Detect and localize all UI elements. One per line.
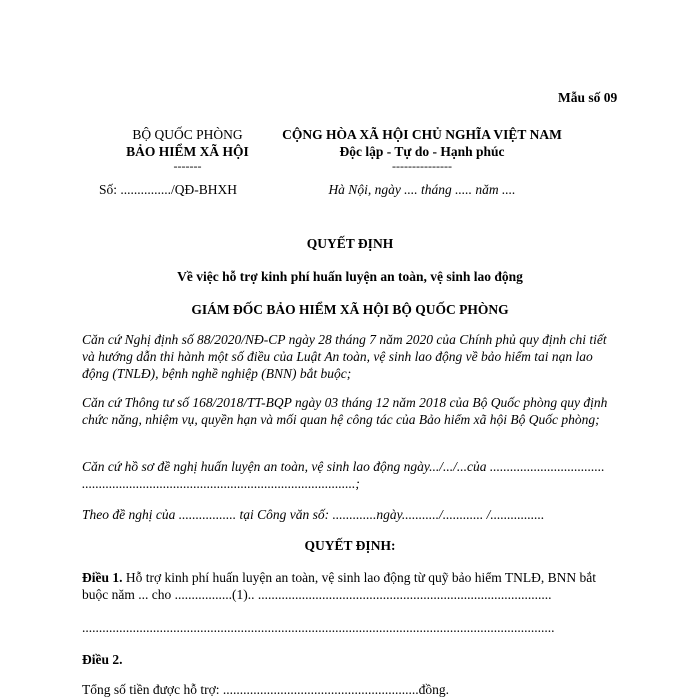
issuing-authority: GIÁM ĐỐC BẢO HIỂM XÃ HỘI BỘ QUỐC PHÒNG [191, 302, 509, 317]
legal-basis-circular: Căn cứ Thông tư số 168/2018/TT-BQP ngày 03 tháng 12 năm 2018 của Bộ Quốc phòng quy định chức năng, nhiệm vụ, quyền hạn và mối quan hệ công tác của Bảo hiểm xã hội Bộ Quốc phòng; [82, 395, 608, 427]
agency-name: BẢO HIỂM XÃ HỘI [126, 144, 249, 159]
legal-basis-decree: Căn cứ Nghị định số 88/2020/NĐ-CP ngày 28 tháng 7 năm 2020 của Chính phủ quy định chi tiết và hướng dẫn thi hành một số điều của Luật An toàn, vệ sinh lao động về bảo hiểm tai nạn lao động (TNLĐ), bệnh nghề nghiệp (BNN) bắt buộc; [82, 332, 607, 381]
ministry-name: BỘ QUỐC PHÒNG [132, 127, 243, 142]
proposal-basis: Theo đề nghị của ................. tại Công văn số: .............ngày.........../............ /................ [82, 507, 545, 522]
country-name: CỘNG HÒA XÃ HỘI CHỦ NGHĨA VIỆT NAM [282, 127, 562, 142]
article-1 [82, 569, 618, 603]
article-1-text: Hỗ trợ kinh phí huấn luyện an toàn, vệ sinh lao động từ quỹ bảo hiểm TNLĐ, BNN bắt buộc năm ... cho .................(1).. ....................................................................................... [82, 570, 597, 602]
document-subject: Về việc hỗ trợ kinh phí huấn luyện an toàn, vệ sinh lao động [177, 269, 523, 284]
document-title: QUYẾT ĐỊNH [306, 236, 394, 251]
article-2-label: Điều 2. [82, 652, 123, 667]
legal-basis-dossier: Căn cứ hồ sơ đề nghị huấn luyện an toàn, vệ sinh lao động ngày.../.../...của .................................. .................................................................................; [82, 459, 605, 491]
article-2-total: Tổng số tiền được hỗ trợ: ..........................................................đồng. [82, 682, 449, 697]
document-number: Số: .............../QĐ-BHXH [99, 182, 238, 197]
article-1-continuation: ............................................................................................................................................ [82, 620, 555, 635]
left-divider: ------- [173, 159, 202, 173]
place-and-date: Hà Nội, ngày .... tháng ..... năm .... [328, 182, 516, 197]
decision-heading: QUYẾT ĐỊNH: [304, 538, 396, 553]
article-1-label: Điều 1. [82, 570, 123, 585]
right-divider: --------------- [392, 159, 452, 173]
form-number: Mẫu số 09 [558, 90, 618, 105]
national-motto: Độc lập - Tự do - Hạnh phúc [339, 144, 505, 159]
